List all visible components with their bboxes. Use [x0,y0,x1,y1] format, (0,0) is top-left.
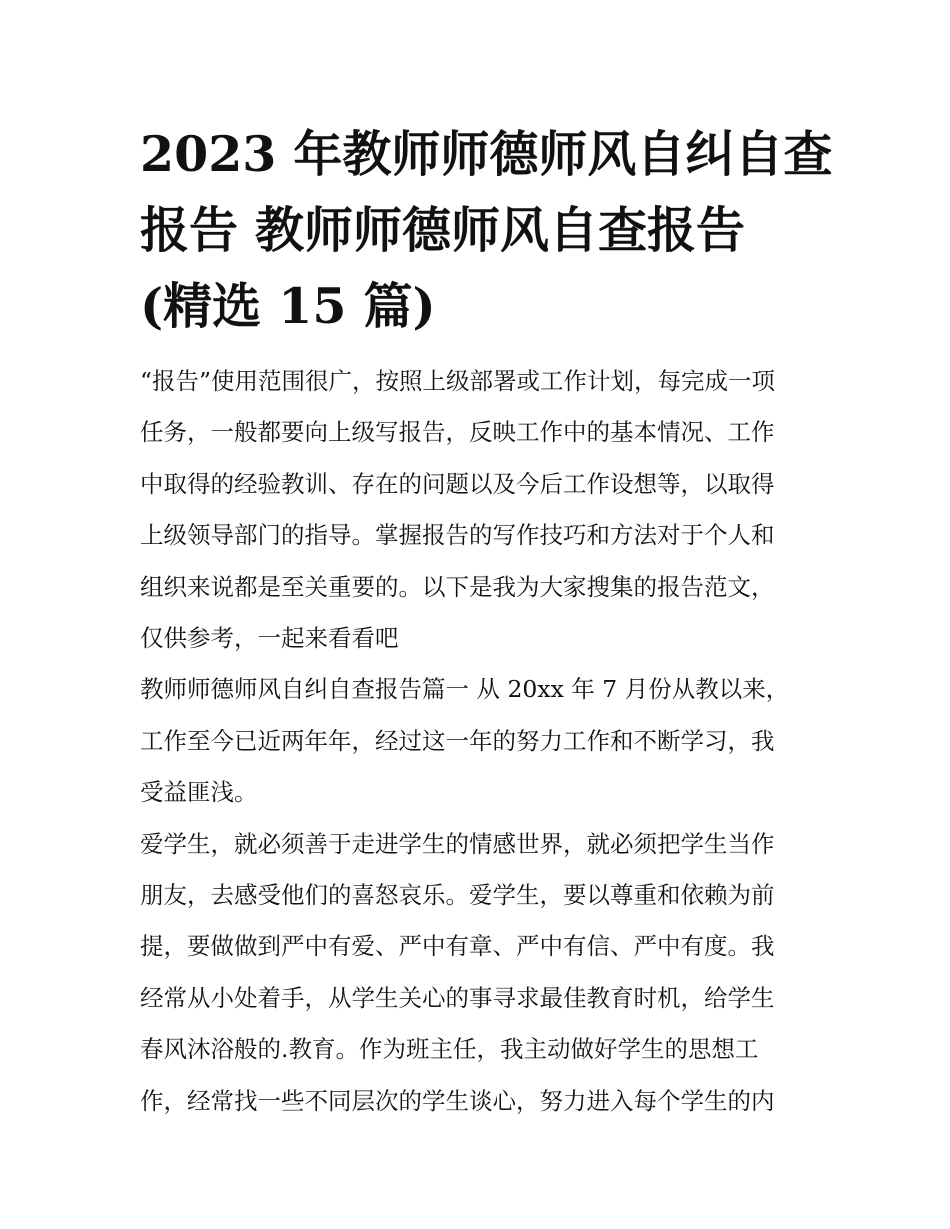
text-line: 朋友，去感受他们的喜怒哀乐。爱学生，要以尊重和依赖为前 [140,881,775,910]
text-line: 经常从小处着手，从学生关心的事寻求最佳教育时机，给学生 [140,983,775,1012]
text-line: 春风沐浴般的.教育。作为班主任，我主动做好学生的思想工 [140,1035,759,1064]
section-paragraph [140,664,812,818]
body-paragraph [140,819,812,1127]
intro-paragraph [140,356,812,664]
text-line: 中取得的经验教训、存在的问题以及今后工作设想等，以取得 [140,469,775,498]
text-line: 组织来说都是至关重要的。以下是我为大家搜集的报告范文， [140,572,775,601]
text-line: 仅供参考，一起来看看吧 [140,624,399,653]
document-title [140,116,833,344]
text-line: 任务，一般都要向上级写报告，反映工作中的基本情况、工作 [140,418,775,447]
text-line: 工作至今已近两年年，经过这一年的努力工作和不断学习，我 [140,726,775,755]
title-line: 报告 教师师德师风自查报告 [140,201,746,259]
text-line: 爱学生，就必须善于走进学生的情感世界，就必须把学生当作 [140,829,775,858]
text-line: 受益匪浅。 [140,778,258,807]
document-page [140,116,833,1127]
text-line: 提，要做做到严中有爱、严中有章、严中有信、严中有度。我 [140,932,775,961]
text-line: 作，经常找一些不同层次的学生谈心，努力进入每个学生的内 [140,1086,775,1115]
text-line: 教师师德师风自纠自查报告篇一 从 20xx 年 7 月份从教以来， [140,675,790,704]
title-line: 2023 年教师师德师风自纠自查 [140,125,833,183]
document-body [140,356,812,1127]
text-line: 上级领导部门的指导。掌握报告的写作技巧和方法对于个人和 [140,521,775,550]
text-line: “报告”使用范围很广，按照上级部署或工作计划，每完成一项 [140,367,776,395]
title-line: (精选 15 篇) [140,277,436,335]
